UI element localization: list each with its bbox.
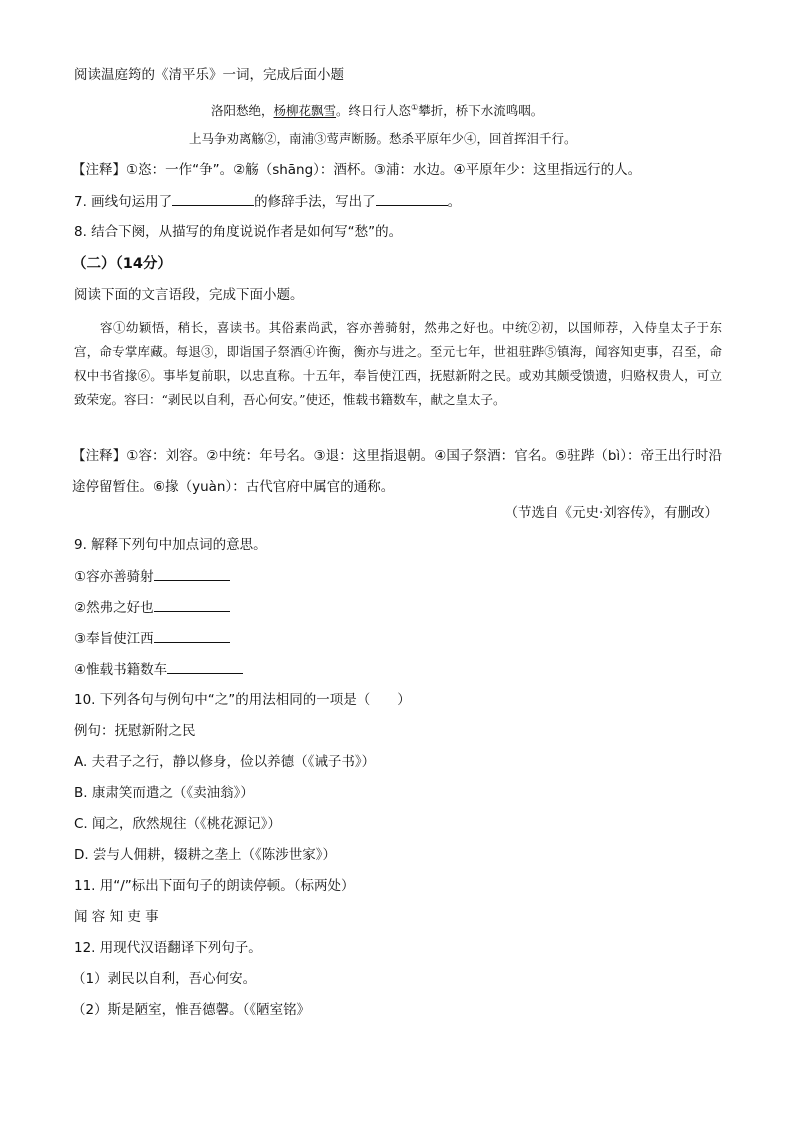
- answer-blank[interactable]: [154, 597, 230, 612]
- classical-passage: 容①幼颖悟，稍长，喜读书。其俗素尚武，容亦善骑射，然弗之好也。中统②初，以国师荐，入侍皇太子于东宫，命专掌库藏。每退③，即诣国子祭酒④许衡，衡亦与进之。至元七年，世祖驻跸⑤镇海，闻容知吏事，召至，命权中书省掾⑥。事毕复前职，以忠直称。十五年，奉旨使江西，抚慰新附之民。或劝其颇受馈遗，归赂权贵人，可立致荣宠。容曰：“剥民以自利，吾心何安。”使还，惟载书籍数车，献之皇太子。: [74, 320, 722, 407]
- poem-text: 攀折，桥下水流鸣咽。: [418, 103, 544, 119]
- poem-line-2: 上马争劝离觞②，南浦③莺声断肠。愁杀平原年少④，回首挥泪千行。: [189, 131, 577, 146]
- section-heading: （二）（14分）: [72, 256, 172, 272]
- annotation-2: 【注释】①容：刘容。②中统：年号名。③退：这里指退朝。④国子祭酒：官名。⑤驻跸（bì）：帝王出行时沿途停留暂住。⑥掾（yuàn）：古代官府中属官的通称。: [72, 448, 722, 495]
- q7-text-c: 。: [447, 194, 462, 210]
- q9-item-text: ②然弗之好也: [74, 600, 154, 616]
- answer-blank[interactable]: [154, 628, 230, 643]
- q10-option-b: B. 康肃笑而遣之（《卖油翁》）: [74, 785, 254, 801]
- q9-item: [74, 566, 230, 587]
- q10-option-c: C. 闻之，欣然规往（《桃花源记》）: [74, 816, 282, 832]
- q9-item-text: ④惟载书籍数车: [74, 662, 168, 678]
- q9-item-text: ①容亦善骑射: [74, 569, 154, 585]
- question-11: 11. 用“/”标出下面句子的朗读停顿。（标两处）: [74, 878, 355, 894]
- q12-item: （1）剥民以自利，吾心何安。: [72, 971, 257, 987]
- q11-sentence: 闻 容 知 吏 事: [74, 909, 159, 925]
- reading-instruction-1: 阅读温庭筠的《清平乐》一词，完成后面小题: [74, 67, 344, 83]
- question-12: 12. 用现代汉语翻译下列句子。: [74, 940, 262, 956]
- question-8: 8. 结合下阕，从描写的角度说说作者是如何写“愁”的。: [74, 224, 403, 240]
- q9-item: [74, 628, 230, 649]
- q10-option-d: D. 尝与人佣耕，辍耕之垄上（《陈涉世家》）: [74, 847, 336, 863]
- annotation-1: 【注释】①恣：一作“争”。②觞（shāng）：酒杯。③浦：水边。④平原年少：这里指远行的人。: [72, 162, 642, 178]
- q10-example: 例句：抚慰新附之民: [74, 723, 196, 739]
- q7-text-a: 7. 画线句运用了: [74, 194, 173, 210]
- answer-blank[interactable]: [154, 566, 230, 581]
- poem-text: 洛阳愁绝，: [211, 103, 274, 119]
- footnote-marker: ①: [411, 103, 419, 112]
- q9-item: [74, 597, 230, 618]
- q9-item: [74, 659, 243, 680]
- question-9: 9. 解释下列句中加点词的意思。: [74, 537, 267, 553]
- answer-blank[interactable]: [167, 659, 243, 674]
- question-7: [74, 191, 461, 212]
- reading-instruction-2: 阅读下面的文言语段，完成下面小题。: [74, 287, 304, 303]
- q10-option-a: A. 夫君子之行，静以修身，俭以养德（《诫子书》）: [74, 754, 376, 770]
- poem-text: 。终日行人恣: [336, 103, 412, 119]
- poem-line-1: [211, 98, 543, 121]
- question-10: 10. 下列各句与例句中“之”的用法相同的一项是（ ）: [74, 692, 411, 708]
- q7-text-b: 的修辞手法，写出了: [254, 194, 376, 210]
- q12-item: （2）斯是陋室，惟吾德馨。（《陋室铭》: [72, 1002, 311, 1018]
- answer-blank[interactable]: [172, 191, 254, 206]
- underlined-poem-text: 杨柳花飘雪: [273, 103, 337, 119]
- q9-item-text: ③奉旨使江西: [74, 631, 154, 647]
- answer-blank[interactable]: [376, 191, 448, 206]
- source-citation: （节选自《元史·刘容传》，有删改）: [504, 505, 718, 521]
